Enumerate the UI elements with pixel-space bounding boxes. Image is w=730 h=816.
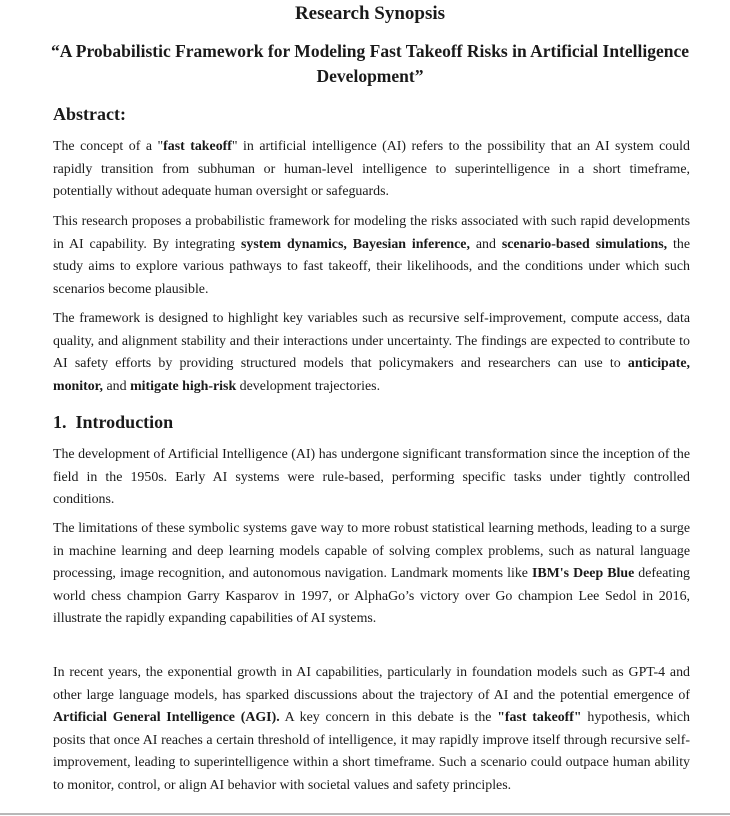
bold-text: system dynamics, Bayesian inference,: [241, 236, 470, 252]
text-run: The framework is designed to highlight key variables such as recursive self-improvement, compute access, data quality, and alignment stability and their interactions under uncertainty. The findings are expected to contribute to AI safety efforts by providing structured models that policymakers and researchers can use to: [53, 311, 690, 372]
section-title: Introduction: [75, 412, 174, 432]
bold-text: mitigate high-risk: [130, 378, 237, 394]
introduction-heading: [53, 411, 173, 433]
text-run: This research proposes a probabilistic framework for modeling the risks associated with such rapid developments in AI capability. By integrating: [53, 214, 690, 252]
text-run: the study aims to explore various pathways to fast takeoff, their likelihoods, and the conditions under which such scenarios become plausible.: [53, 236, 690, 297]
bold-text: scenario-based simulations,: [501, 236, 668, 252]
abstract-paragraph-3: [53, 308, 690, 398]
text-run: development trajectories.: [236, 378, 381, 394]
text-run: The limitations of these symbolic systems gave way to more robust statistical learning methods, leading to a surge in machine learning and deep learning models capable of solving complex problems, such as natural language processing, image recognition, and autonomous navigation. Landmark moments like: [53, 521, 690, 582]
abstract-paragraph-2: [53, 211, 690, 301]
paper-title: “A Probabilistic Framework for Modeling Fast Takeoff Risks in Artificial Intelligence Development”: [50, 41, 690, 86]
introduction-paragraph-3: [53, 662, 690, 798]
text-run: defeating world chess champion Garry Kasparov in 1997, or AlphaGo’s victory over Go champion Lee Sedol in 2016, illustrate the rapidly expanding capabilities of AI systems.: [53, 566, 690, 627]
text-run: and: [103, 378, 131, 394]
bold-text: fast takeoff: [163, 139, 232, 154]
text-run: " in artificial intelligence (AI) refers to the possibility that an AI system could rapidly transition from subhuman or human-level intelligence to superintelligence in a short timeframe, potentially without adequate human oversight or safeguards.: [53, 139, 690, 200]
document-title: Research Synopsis: [294, 3, 446, 24]
text-run: A key concern in this debate is the: [279, 710, 498, 726]
bold-text: IBM's Deep Blue: [531, 566, 635, 582]
text-run: and: [469, 236, 502, 252]
text-run: In recent years, the exponential growth in AI capabilities, particularly in foundation models such as GPT-4 and other large language models, has sparked discussions about the trajectory of AI and the potential emergence of: [53, 665, 690, 703]
text-run: hypothesis, which posits that once AI reaches a certain threshold of intelligence, it may rapidly improve itself through recursive self-improvement, leading to superintelligence within a short timeframe. Such a scenario could outpace human ability to monitor, control, or align AI behavior with societal values and safety principles.: [53, 710, 690, 793]
section-number: 1.: [53, 412, 67, 432]
bold-text: Artificial General Intelligence (AGI).: [53, 710, 280, 726]
text-run: The concept of a ": [53, 139, 164, 154]
bold-text: anticipate, monitor,: [53, 356, 690, 394]
introduction-paragraph-2: [53, 518, 690, 631]
page-bottom-edge: [0, 813, 730, 815]
bold-text: "fast takeoff": [497, 710, 582, 726]
abstract-heading: Abstract:: [53, 104, 126, 124]
introduction-paragraph-1: The development of Artificial Intelligence (AI) has undergone significant transformation since the inception of the field in the 1950s. Early AI systems were rule-based, performing specific tasks under tightly controlled conditions.: [53, 447, 690, 508]
abstract-paragraph-1: [53, 136, 690, 204]
